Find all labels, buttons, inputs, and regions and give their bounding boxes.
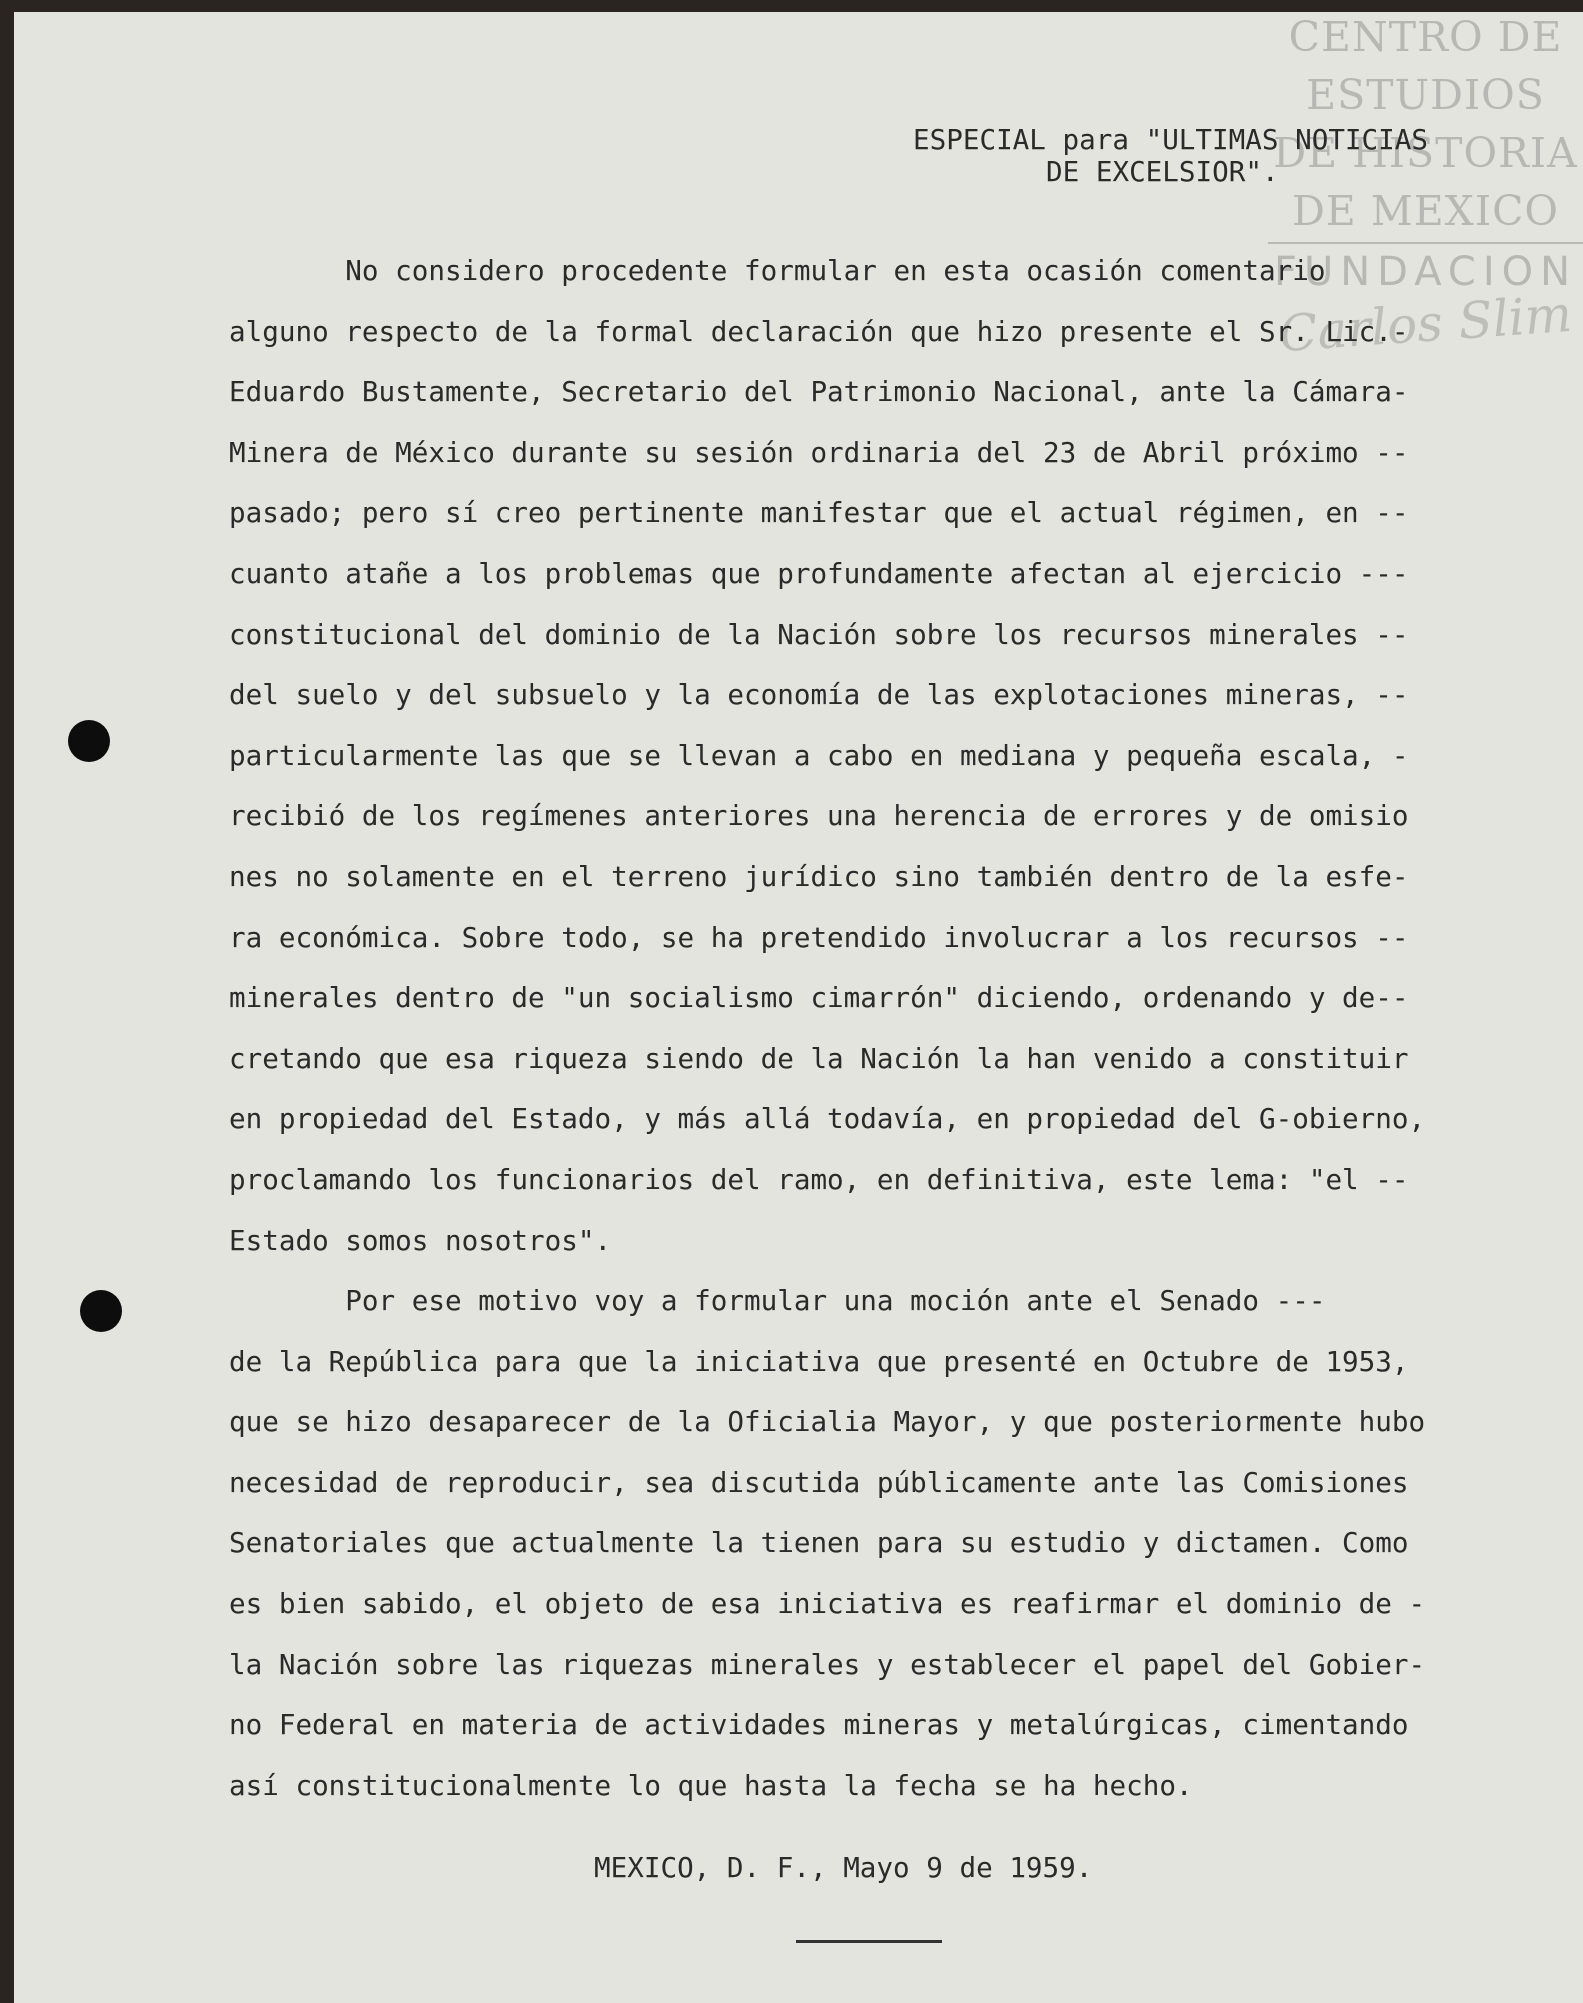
closing-divider — [796, 1940, 942, 1943]
body-line: pasado; pero sí creo pertinente manifestar que el actual régimen, en -- — [229, 496, 1409, 530]
watermark-signature: Carlos Slim — [1277, 284, 1574, 364]
watermark-line: CENTRO DE — [1288, 13, 1563, 61]
body-line: particularmente las que se llevan a cabo en mediana y pequeña escala, - — [229, 738, 1409, 772]
body-line: necesidad de reproducir, sea discutida públicamente ante las Comisiones — [229, 1465, 1409, 1499]
body-line: no Federal en materia de actividades mineras y metalúrgicas, cimentando — [229, 1708, 1409, 1742]
watermark-subtitle: FUNDACION — [1273, 249, 1578, 295]
body-line: del suelo y del subsuelo y la economía de las explotaciones mineras, -- — [229, 678, 1409, 712]
document-body — [229, 241, 1425, 1816]
body-line: constitucional del dominio de la Nación sobre los recursos minerales -- — [229, 617, 1409, 651]
body-line: Eduardo Bustamente, Secretario del Patrimonio Nacional, ante la Cámara- — [229, 375, 1409, 409]
body-line: Minera de México durante su sesión ordinaria del 23 de Abril próximo -- — [229, 435, 1409, 469]
body-line: en propiedad del Estado, y más allá todavía, en propiedad del G-obierno, — [229, 1102, 1426, 1136]
body-line: nes no solamente en el terreno jurídico sino también dentro de la esfe- — [229, 859, 1409, 893]
body-line: recibió de los regímenes anteriores una herencia de errores y de omisio — [229, 799, 1409, 833]
body-line: alguno respecto de la formal declaración que hizo presente el Sr. Lic.- — [229, 314, 1409, 348]
header-line: ESPECIAL para "ULTIMAS NOTICIAS — [913, 123, 1428, 156]
body-line: Senatoriales que actualmente la tienen para su estudio y dictamen. Como — [229, 1526, 1409, 1560]
body-line: proclamando los funcionarios del ramo, en definitiva, este lema: "el -- — [229, 1162, 1409, 1196]
body-line: No considero procedente formular en esta ocasión comentario — [229, 254, 1326, 287]
body-line: cuanto atañe a los problemas que profundamente afectan al ejercicio --- — [229, 556, 1409, 590]
body-line: ra económica. Sobre todo, se ha pretendido involucrar a los recursos -- — [229, 920, 1409, 954]
watermark-line: DE HISTORIA — [1273, 129, 1578, 177]
document-header — [913, 124, 1428, 188]
body-line: es bien sabido, el objeto de esa iniciativa es reafirmar el dominio de - — [229, 1587, 1426, 1621]
body-line: Por ese motivo voy a formular una moción ante el Senado --- — [229, 1284, 1326, 1318]
body-line: que se hizo desaparecer de la Oficialia Mayor, y que posteriormente hubo — [229, 1405, 1426, 1439]
body-line: cretando que esa riqueza siendo de la Nación la han venido a constituir — [229, 1041, 1409, 1075]
watermark-line: DE MEXICO — [1291, 187, 1560, 235]
closing-dateline: MEXICO, D. F., Mayo 9 de 1959. — [594, 1851, 1093, 1884]
watermark-line: ESTUDIOS — [1306, 71, 1545, 119]
body-line: Estado somos nosotros". — [229, 1223, 612, 1257]
body-line: la Nación sobre las riquezas minerales y establecer el papel del Gobier- — [229, 1647, 1426, 1681]
body-line: de la República para que la iniciativa que presenté en Octubre de 1953, — [229, 1344, 1409, 1378]
body-line: minerales dentro de "un socialismo cimarrón" diciendo, ordenando y de-- — [229, 981, 1409, 1015]
punch-hole-icon — [80, 1290, 122, 1332]
header-line: DE EXCELSIOR". — [1046, 155, 1279, 188]
body-line: así constitucionalmente lo que hasta la fecha se ha hecho. — [229, 1768, 1193, 1802]
punch-hole-icon — [68, 720, 110, 762]
